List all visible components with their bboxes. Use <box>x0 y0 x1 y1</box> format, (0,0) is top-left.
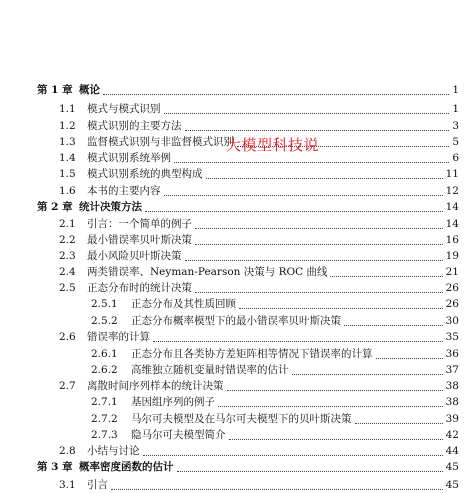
toc-number: 1.6 <box>59 185 76 197</box>
toc-page-number: 5 <box>452 136 459 148</box>
toc-leader-dots <box>164 97 449 114</box>
toc-number: 1.5 <box>59 168 76 180</box>
toc-number: 2.3 <box>59 250 76 262</box>
toc-page-number: 39 <box>445 413 459 425</box>
toc-title: 最小风险贝叶斯决策 <box>87 250 182 262</box>
toc-page-number: 42 <box>445 429 459 441</box>
toc-title: 正态分布概率模型下的最小错误率贝叶斯决策 <box>131 315 341 327</box>
toc-page-number: 38 <box>445 380 459 392</box>
toc-page-number: 21 <box>445 266 459 278</box>
toc-number: 1.2 <box>59 120 76 132</box>
toc-number: 2.5.2 <box>91 315 118 327</box>
toc-leader-dots <box>195 276 443 293</box>
toc-title: 模式识别系统举例 <box>87 152 171 164</box>
toc-page-number: 45 <box>445 461 459 473</box>
toc-leader-dots <box>195 228 443 245</box>
toc-number: 第 3 章 <box>37 461 73 473</box>
toc-page-number: 26 <box>445 282 459 294</box>
toc-title: 监督模式识别与非监督模式识别 <box>87 136 234 148</box>
toc-number: 2.7 <box>59 380 76 392</box>
toc-number: 2.6 <box>59 331 76 343</box>
toc-number: 1.4 <box>59 152 76 164</box>
toc-page-number: 44 <box>445 445 459 457</box>
toc-leader-dots <box>292 358 443 375</box>
toc-number: 2.7.2 <box>91 413 118 425</box>
toc-number: 2.1 <box>59 218 76 230</box>
toc-leader-dots <box>229 423 443 440</box>
toc-title: 最小错误率贝叶斯决策 <box>87 234 192 246</box>
toc-page-number: 16 <box>445 234 459 246</box>
toc-page-number: 35 <box>445 331 459 343</box>
toc-leader-dots <box>195 212 443 229</box>
toc-page-number: 11 <box>445 168 459 180</box>
toc-title: 两类错误率、Neyman-Pearson 决策与 ROC 曲线 <box>87 266 328 278</box>
toc-page-number: 14 <box>445 218 459 230</box>
toc-entry-row <box>0 477 469 493</box>
toc-page-number: 45 <box>445 479 459 491</box>
toc-title: 模式识别的主要方法 <box>87 120 182 132</box>
toc-page-number: 3 <box>452 120 459 132</box>
toc-page-number: 6 <box>452 152 459 164</box>
toc-page-number: 1 <box>452 84 459 96</box>
toc-page-number: 26 <box>445 298 459 310</box>
toc-number: 2.5 <box>59 282 76 294</box>
toc-title: 统计决策方法 <box>79 201 142 213</box>
toc-title: 高维独立随机变量时错误率的估计 <box>131 364 289 376</box>
toc-leader-dots <box>177 455 443 472</box>
toc-leader-dots <box>153 325 443 342</box>
toc-title: 小结与讨论 <box>87 445 140 457</box>
toc-title: 概论 <box>79 84 100 96</box>
toc-title: 正态分布且各类协方差矩阵相等情况下错误率的计算 <box>131 348 373 360</box>
toc-title: 模式识别系统的典型构成 <box>87 168 203 180</box>
toc-leader-dots <box>344 309 443 326</box>
toc-number: 第 2 章 <box>37 201 73 213</box>
toc-title: 本书的主要内容 <box>87 185 161 197</box>
toc-number: 1.3 <box>59 136 76 148</box>
toc-leader-dots <box>330 260 443 277</box>
toc-number: 2.6.1 <box>91 348 118 360</box>
toc-leader-dots <box>185 244 443 261</box>
toc-number: 2.7.1 <box>91 396 118 408</box>
toc-page-number: 14 <box>445 201 459 213</box>
toc-page-number: 38 <box>445 396 459 408</box>
watermark: 大模型科技说 <box>226 136 320 154</box>
toc-leader-dots <box>143 439 443 456</box>
toc-chapter-row <box>0 82 469 98</box>
toc-title: 离散时间序列样本的统计决策 <box>87 380 224 392</box>
toc-page-number: 12 <box>445 185 459 197</box>
toc-title: 隐马尔可夫模型简介 <box>131 429 226 441</box>
toc-leader-dots <box>355 407 443 424</box>
toc-number: 3.1 <box>59 479 76 491</box>
toc-leader-dots <box>164 179 443 196</box>
toc-number: 2.8 <box>59 445 76 457</box>
toc-number: 第 1 章 <box>37 84 73 96</box>
toc-number: 2.7.3 <box>91 429 118 441</box>
toc-leader-dots <box>218 390 443 407</box>
toc-title: 模式与模式识别 <box>87 103 161 115</box>
toc-leader-dots <box>185 114 449 131</box>
toc-page-number: 30 <box>445 315 459 327</box>
toc-leader-dots <box>239 292 443 309</box>
toc-number: 2.2 <box>59 234 76 246</box>
toc-title: 基因组序列的例子 <box>131 396 215 408</box>
toc-title: 正态分布时的统计决策 <box>87 282 192 294</box>
toc-title: 马尔可夫模型及在马尔可夫模型下的贝叶斯决策 <box>131 413 352 425</box>
toc-page-number: 19 <box>445 250 459 262</box>
toc-number: 1.1 <box>59 103 76 115</box>
toc-title: 引言 <box>87 479 108 491</box>
toc-leader-dots <box>145 195 443 212</box>
toc-leader-dots <box>376 342 443 359</box>
toc-leader-dots <box>206 162 443 179</box>
toc-number: 2.5.1 <box>91 298 118 310</box>
toc-title: 错误率的计算 <box>87 331 150 343</box>
toc-title: 正态分布及其性质回顾 <box>131 298 236 310</box>
toc-title: 引言：一个简单的例子 <box>87 218 192 230</box>
toc-title: 概率密度函数的估计 <box>79 461 174 473</box>
toc-leader-dots <box>111 473 443 490</box>
toc-leader-dots <box>103 78 449 95</box>
toc-leader-dots <box>227 374 443 391</box>
toc-page-number: 1 <box>452 103 459 115</box>
toc-number: 2.6.2 <box>91 364 118 376</box>
toc-number: 2.4 <box>59 266 76 278</box>
toc-page-number: 36 <box>445 348 459 360</box>
toc-page-number: 37 <box>445 364 459 376</box>
